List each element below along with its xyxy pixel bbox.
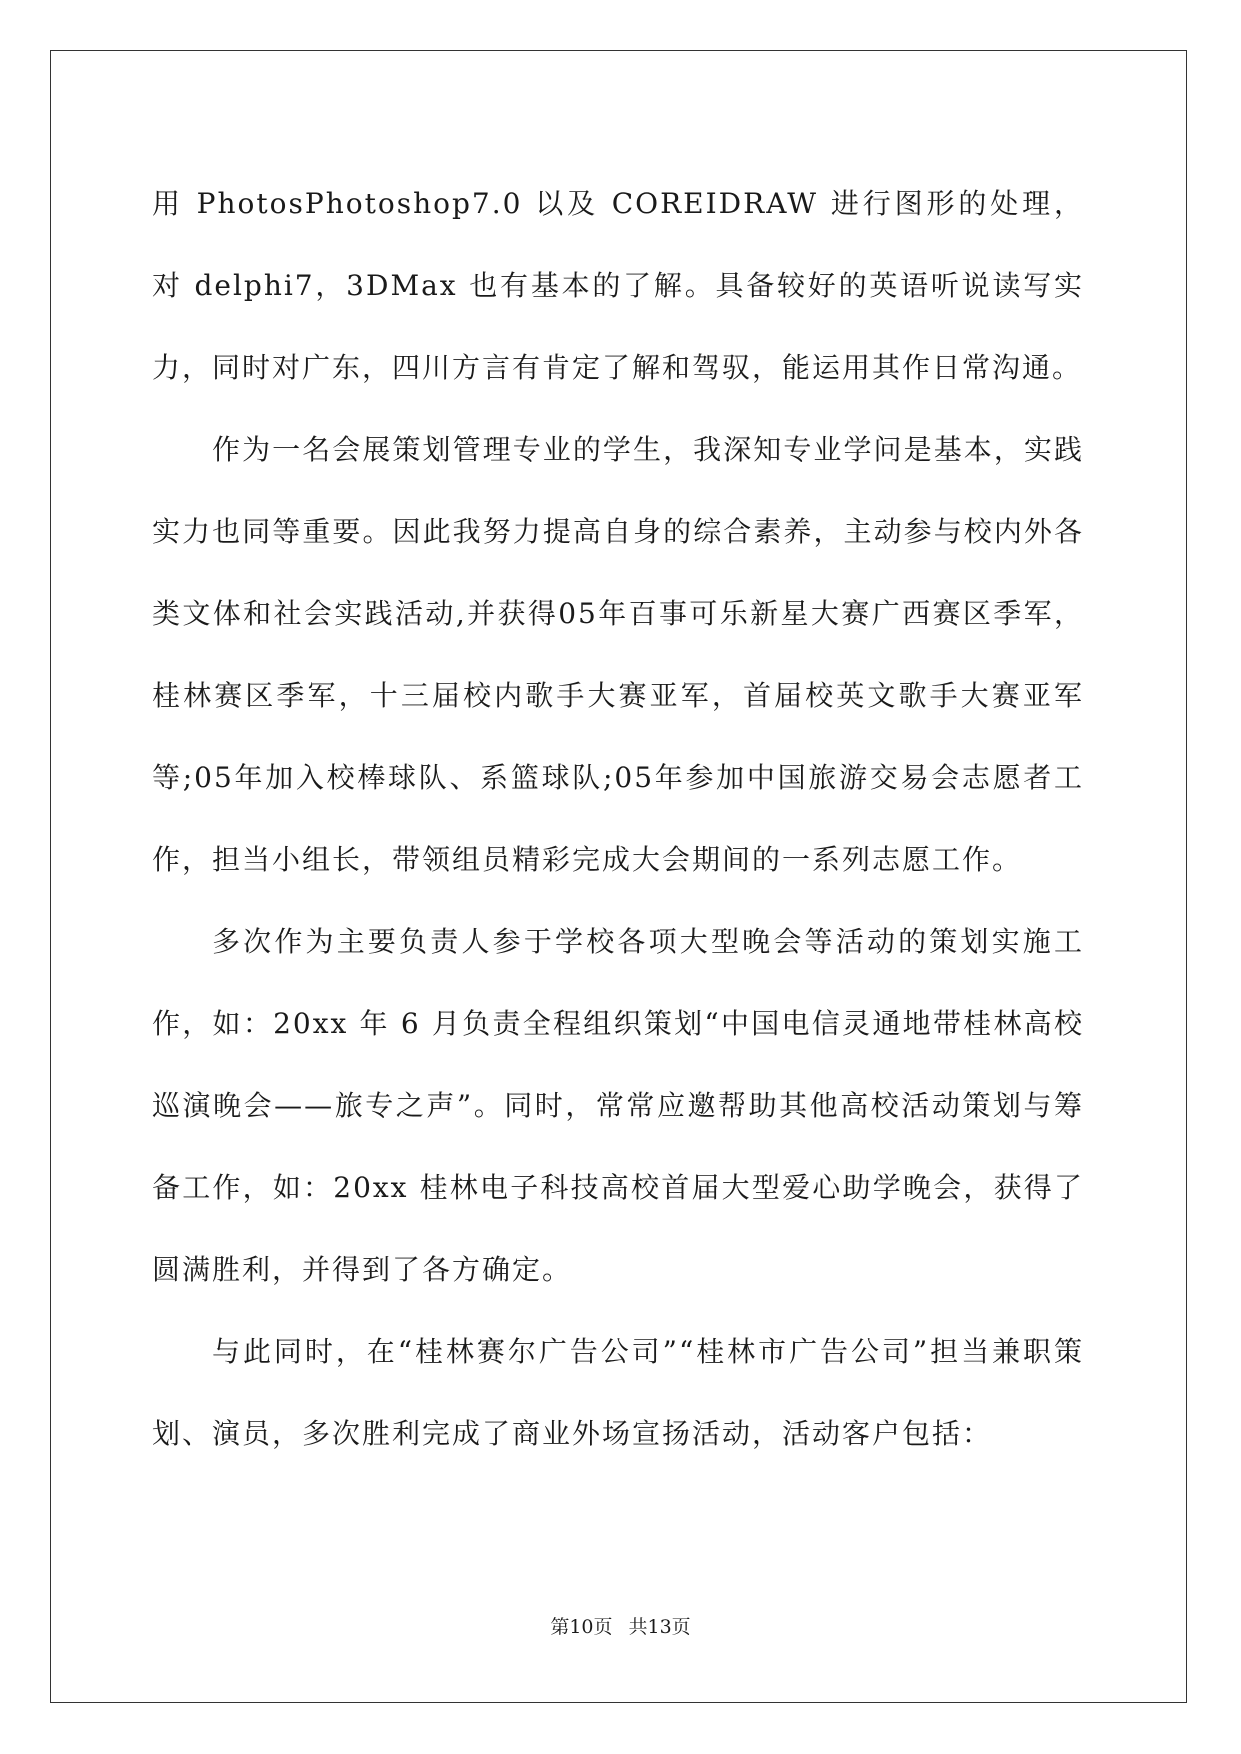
paragraph: 用 PhotosPhotoshop7.0 以及 COREIDRAW 进行图形的处理，对 delphi7，3DMax 也有基本的了解。具备较好的英语听说读写实力，同时对广东，四川方言有肯定了解和驾驭，能运用其作日常沟通。 bbox=[152, 187, 1084, 384]
paragraph: 与此同时，在“桂林赛尔广告公司”“桂林市广告公司”担当兼职策划、演员，多次胜利完成了商业外场宣扬活动，活动客户包括： bbox=[152, 1335, 1084, 1450]
paragraph: 多次作为主要负责人参于学校各项大型晚会等活动的策划实施工作，如：20xx 年 6 月负责全程组织策划“中国电信灵通地带桂林高校巡演晚会——旅专之声”。同时，常常应邀帮助其他高校活动策划与筹备工作，如：20xx 桂林电子科技高校首届大型爱心助学晚会，获得了圆满胜利，并得到了各方确定。 bbox=[152, 925, 1084, 1286]
page-number: 第10页 bbox=[550, 1616, 613, 1638]
paragraph: 作为一名会展策划管理专业的学生，我深知专业学问是基本，实践实力也同等重要。因此我努力提高自身的综合素养，主动参与校内外各类文体和社会实践活动,并获得05年百事可乐新星大赛广西赛区季军，桂林赛区季军，十三届校内歌手大赛亚军，首届校英文歌手大赛亚军等;05年加入校棒球队、系篮球队;05年参加中国旅游交易会志愿者工作，担当小组长，带领组员精彩完成大会期间的一系列志愿工作。 bbox=[152, 433, 1084, 876]
page-footer bbox=[0, 1612, 1241, 1639]
document-body bbox=[152, 163, 1084, 1475]
page-total: 共13页 bbox=[628, 1616, 691, 1638]
